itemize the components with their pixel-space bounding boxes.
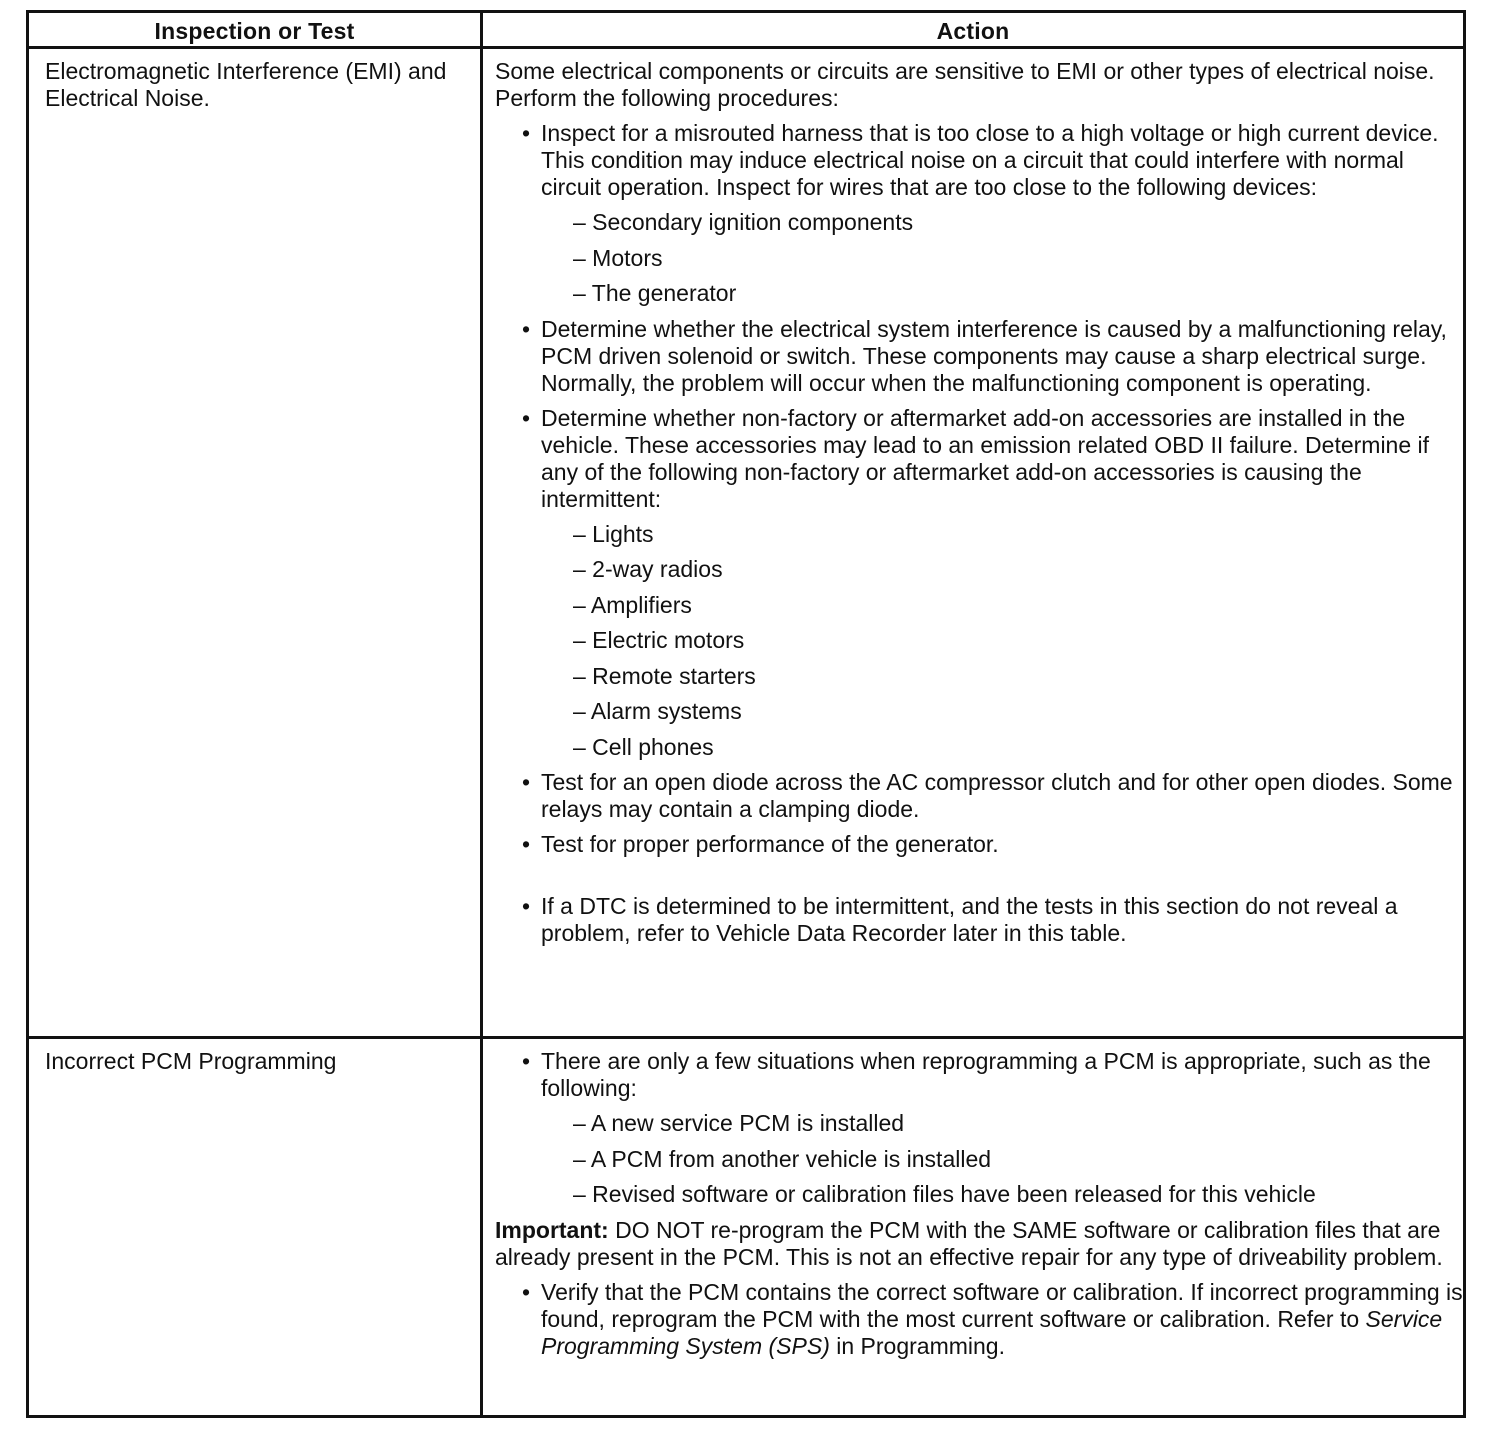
- bullet-icon: •: [521, 315, 531, 342]
- row-pcm-action: [495, 1048, 1463, 1368]
- list-item: – Secondary ignition components: [573, 209, 914, 235]
- list-item: – Cell phones: [573, 733, 714, 760]
- list-item: – Alarm systems: [573, 698, 742, 724]
- emi-bullet-generator: • Test for proper performance of the generator.: [495, 831, 1463, 858]
- list-item: – Remote starters: [573, 662, 756, 689]
- emi-bullet-diode: • Test for an open diode across the AC compressor clutch and for other open diodes. Some relays may contain a clamping diode.: [495, 769, 1463, 823]
- header-action: Action: [936, 18, 1010, 44]
- list-item: – A PCM from another vehicle is installed: [573, 1145, 992, 1172]
- row-divider: [29, 1036, 1463, 1039]
- row-pcm-test: Incorrect PCM Programming: [45, 1048, 337, 1074]
- header-inspection-or-test: Inspection or Test: [154, 18, 355, 44]
- emi-bullet-relay: • Determine whether the electrical system interference is caused by a malfunctioning relay, PCM driven solenoid or switch. These components may cause a sharp electrical surge. Normally, the problem will occur when the malfunctioning component is operating.: [495, 316, 1463, 397]
- list-item: – Lights: [573, 520, 654, 547]
- list-item: – Electric motors: [573, 627, 745, 653]
- list-item: – Motors: [573, 244, 663, 271]
- bullet-icon: •: [521, 769, 531, 795]
- list-item: – The generator: [573, 280, 737, 306]
- pcm-bullet-situations: • There are only a few situations when reprogramming a PCM is appropriate, such as the following:: [495, 1048, 1463, 1102]
- emi-bullet-dtc: • If a DTC is determined to be intermittent, and the tests in this section do not reveal a problem, refer to Vehicle Data Recorder later in this table.: [495, 893, 1463, 947]
- emi-bullet-harness: • Inspect for a misrouted harness that is too close to a high voltage or high current device. This condition may induce electrical noise on a circuit that could interfere with normal circuit operation. Inspect for wires that are too close to the following devices:: [495, 120, 1463, 201]
- row-emi-action: [495, 58, 1463, 955]
- list-item: – Amplifiers: [573, 591, 692, 618]
- column-divider: [480, 13, 483, 1415]
- row-emi-test: Electromagnetic Interference (EMI) and Electrical Noise.: [45, 58, 447, 111]
- important-note: Important: DO NOT re-program the PCM with the SAME software or calibration files that are already present in the PCM. This is not an effective repair for any type of driveability problem.: [495, 1216, 1443, 1270]
- bullet-icon: •: [521, 1278, 531, 1305]
- bullet-icon: •: [521, 831, 531, 857]
- important-label: Important:: [495, 1216, 609, 1243]
- inspection-table: [26, 10, 1466, 1418]
- bullet-icon: •: [521, 120, 531, 146]
- sps-reference: Service Programming System (SPS): [541, 1305, 1443, 1359]
- bullet-icon: •: [521, 404, 531, 431]
- list-item: – 2-way radios: [573, 556, 723, 582]
- pcm-bullet-verify: • Verify that the PCM contains the correct software or calibration. If incorrect programming is found, reprogram the PCM with the most current software or calibration. Refer to Service Programming System (SPS) in Programming.: [495, 1279, 1463, 1360]
- bullet-icon: •: [521, 1048, 531, 1074]
- emi-intro: Some electrical components or circuits are sensitive to EMI or other types of electrical noise. Perform the following procedures:: [495, 58, 1435, 111]
- list-item: – Revised software or calibration files have been released for this vehicle: [573, 1181, 1316, 1207]
- emi-bullet-accessories: • Determine whether non-factory or aftermarket add-on accessories are installed in the vehicle. These accessories may lead to an emission related OBD II failure. Determine if any of the following non-factory or aftermarket add-on accessories is causing the intermittent:: [495, 405, 1463, 513]
- list-item: – A new service PCM is installed: [573, 1110, 905, 1136]
- bullet-icon: •: [521, 893, 531, 919]
